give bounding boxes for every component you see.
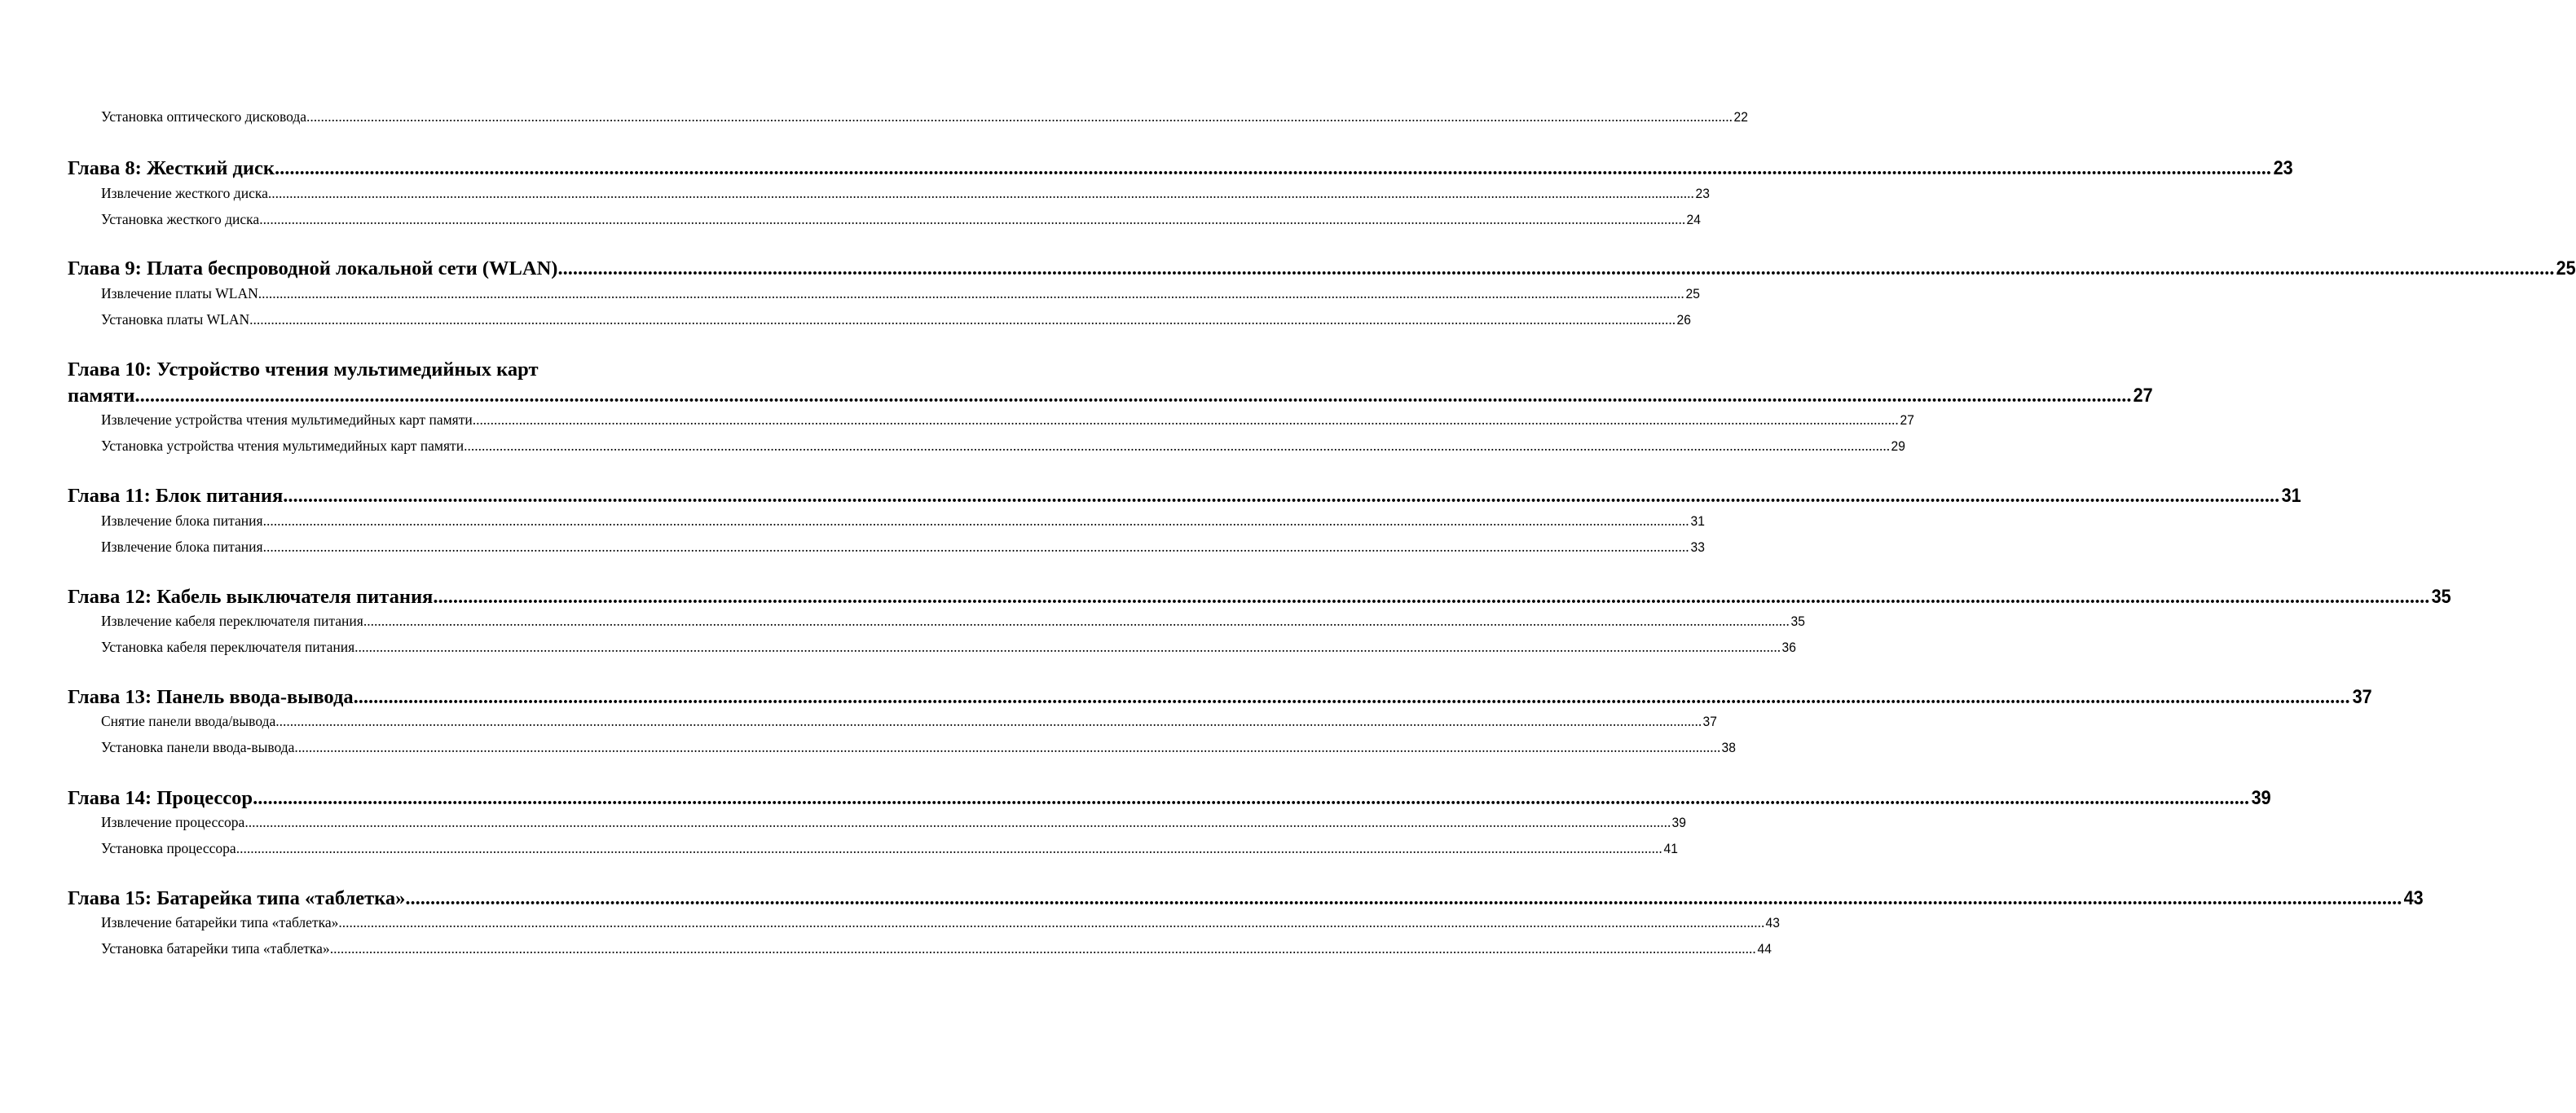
page-number: 31: [1690, 513, 1705, 529]
section-title: Извлечение платы WLAN: [101, 285, 258, 301]
page-number: 23: [2273, 157, 2293, 179]
dot-leader: ................................................................................................................................................................................................................................................................................................................................................................................................................: [306, 108, 1733, 125]
chapter-title: памяти: [68, 385, 135, 407]
dot-leader: ................................................................................................................................................................................................................................................................................................................................................................................................................: [249, 311, 1676, 328]
section-title: Извлечение процессора: [101, 814, 245, 830]
toc-section-entry[interactable]: [101, 739, 1737, 756]
page-number: 25: [1685, 286, 1700, 301]
page-number: 35: [2431, 586, 2452, 608]
toc-section-entry[interactable]: [101, 613, 1805, 630]
page-number: 37: [2352, 686, 2372, 708]
dot-leader: ................................................................................................................................................................................................................................................................................................................................................................................................................: [134, 385, 2132, 407]
page-number: 33: [1690, 539, 1705, 555]
toc-chapter-entry[interactable]: [68, 586, 2452, 609]
section-title: Установка панели ввода-вывода: [101, 739, 295, 755]
dot-leader: ................................................................................................................................................................................................................................................................................................................................................................................................................: [253, 787, 2250, 809]
toc-section-entry[interactable]: [101, 108, 1748, 125]
section-title: Установка кабеля переключателя питания: [101, 639, 355, 655]
dot-leader: ................................................................................................................................................................................................................................................................................................................................................................................................................: [267, 185, 1694, 201]
page-number: 23: [1695, 186, 1710, 201]
toc-chapter-entry[interactable]: [68, 787, 2271, 810]
section-title: Извлечение блока питания: [101, 539, 263, 555]
page-number: 27: [1900, 412, 1914, 428]
page-number: 35: [1790, 614, 1805, 629]
dot-leader: ................................................................................................................................................................................................................................................................................................................................................................................................................: [354, 639, 1781, 655]
dot-leader: ................................................................................................................................................................................................................................................................................................................................................................................................................: [283, 485, 2280, 507]
section-title: Установка устройства чтения мультимедийных карт памяти: [101, 438, 465, 454]
toc-chapter-entry[interactable]: [68, 257, 2576, 280]
page-number: 39: [2251, 787, 2271, 809]
page-number: 29: [1891, 438, 1905, 454]
dot-leader: ................................................................................................................................................................................................................................................................................................................................................................................................................: [294, 739, 1721, 755]
toc-section-entry[interactable]: [101, 185, 1710, 202]
section-title: Установка батарейки типа «таблетка»: [101, 940, 330, 957]
dot-leader: ................................................................................................................................................................................................................................................................................................................................................................................................................: [329, 940, 1756, 957]
chapter-title-line: Глава 10: Устройство чтения мультимедийных карт: [68, 359, 539, 381]
section-title: Установка процессора: [101, 840, 236, 856]
chapter-title: Глава 13: Панель ввода-вывода: [68, 686, 354, 708]
section-title: Извлечение устройства чтения мультимедийных карт памяти: [101, 411, 473, 428]
section-title: Извлечение блока питания: [101, 513, 263, 529]
dot-leader: ................................................................................................................................................................................................................................................................................................................................................................................................................: [244, 814, 1671, 830]
dot-leader: ................................................................................................................................................................................................................................................................................................................................................................................................................: [258, 285, 1684, 301]
page-number: 24: [1686, 212, 1702, 227]
toc-section-entry[interactable]: [101, 940, 1772, 957]
section-title: Извлечение жесткого диска: [101, 185, 268, 201]
toc-section-entry[interactable]: [101, 713, 1718, 730]
chapter-title: Глава 14: Процессор: [68, 787, 253, 809]
toc-section-entry[interactable]: [101, 311, 1692, 328]
chapter-title: Глава 8: Жесткий диск: [68, 157, 275, 179]
toc-section-entry[interactable]: [101, 513, 1705, 530]
dot-leader: ................................................................................................................................................................................................................................................................................................................................................................................................................: [275, 713, 1702, 729]
page-number: 22: [1733, 109, 1748, 125]
dot-leader: ................................................................................................................................................................................................................................................................................................................................................................................................................: [405, 887, 2402, 909]
toc-chapter-entry[interactable]: [68, 887, 2424, 910]
page-number: 43: [2404, 887, 2424, 909]
toc-chapter-entry[interactable]: [68, 385, 2154, 407]
toc-chapter-entry[interactable]: [68, 686, 2372, 709]
page-number: 37: [1702, 714, 1718, 729]
dot-leader: ................................................................................................................................................................................................................................................................................................................................................................................................................: [464, 438, 1891, 454]
dot-leader: ................................................................................................................................................................................................................................................................................................................................................................................................................: [433, 586, 2430, 608]
dot-leader: ................................................................................................................................................................................................................................................................................................................................................................................................................: [259, 211, 1686, 227]
page-number: 44: [1757, 941, 1772, 957]
dot-leader: ................................................................................................................................................................................................................................................................................................................................................................................................................: [338, 914, 1765, 930]
dot-leader: ................................................................................................................................................................................................................................................................................................................................................................................................................: [236, 840, 1662, 856]
dot-leader: ................................................................................................................................................................................................................................................................................................................................................................................................................: [262, 513, 1689, 529]
page-number: 43: [1765, 915, 1781, 930]
page-number: 25: [2556, 257, 2576, 279]
chapter-title: Глава 11: Блок питания: [68, 485, 284, 507]
chapter-title: Глава 9: Плата беспроводной локальной сети (WLAN): [68, 257, 558, 279]
toc-chapter-entry[interactable]: [68, 485, 2301, 508]
dot-leader: ................................................................................................................................................................................................................................................................................................................................................................................................................: [472, 411, 1899, 428]
toc-section-entry[interactable]: [101, 285, 1700, 302]
chapter-title: Глава 12: Кабель выключателя питания: [68, 586, 434, 608]
section-title: Установка оптического дисковода: [101, 108, 307, 125]
toc-section-entry[interactable]: [101, 840, 1678, 857]
section-title: Извлечение батарейки типа «таблетка»: [101, 914, 339, 930]
page-number: 26: [1676, 312, 1692, 328]
toc-chapter-entry[interactable]: [68, 157, 2293, 180]
page-number: 38: [1721, 740, 1737, 755]
toc-section-entry[interactable]: [101, 211, 1702, 228]
toc-section-entry[interactable]: [101, 438, 1905, 455]
chapter-title: Глава 15: Батарейка типа «таблетка»: [68, 887, 406, 909]
dot-leader: ................................................................................................................................................................................................................................................................................................................................................................................................................: [557, 257, 2555, 279]
page-number: 31: [2281, 485, 2301, 507]
toc-section-entry[interactable]: [101, 639, 1797, 656]
dot-leader: ................................................................................................................................................................................................................................................................................................................................................................................................................: [353, 686, 2350, 708]
toc-section-entry[interactable]: [101, 814, 1687, 831]
dot-leader: ................................................................................................................................................................................................................................................................................................................................................................................................................: [363, 613, 1790, 629]
page-number: 27: [2133, 385, 2154, 407]
dot-leader: ................................................................................................................................................................................................................................................................................................................................................................................................................: [262, 539, 1689, 555]
toc-section-entry[interactable]: [101, 914, 1781, 931]
page-number: 36: [1781, 640, 1797, 655]
page-number: 41: [1663, 841, 1678, 856]
toc-section-entry[interactable]: [101, 411, 1914, 429]
section-title: Извлечение кабеля переключателя питания: [101, 613, 363, 629]
toc-section-entry[interactable]: [101, 539, 1705, 556]
dot-leader: ................................................................................................................................................................................................................................................................................................................................................................................................................: [275, 157, 2271, 179]
section-title: Установка платы WLAN: [101, 311, 250, 328]
section-title: Снятие панели ввода/вывода: [101, 713, 276, 729]
page-number: 39: [1671, 815, 1687, 830]
section-title: Установка жесткого диска: [101, 211, 260, 227]
